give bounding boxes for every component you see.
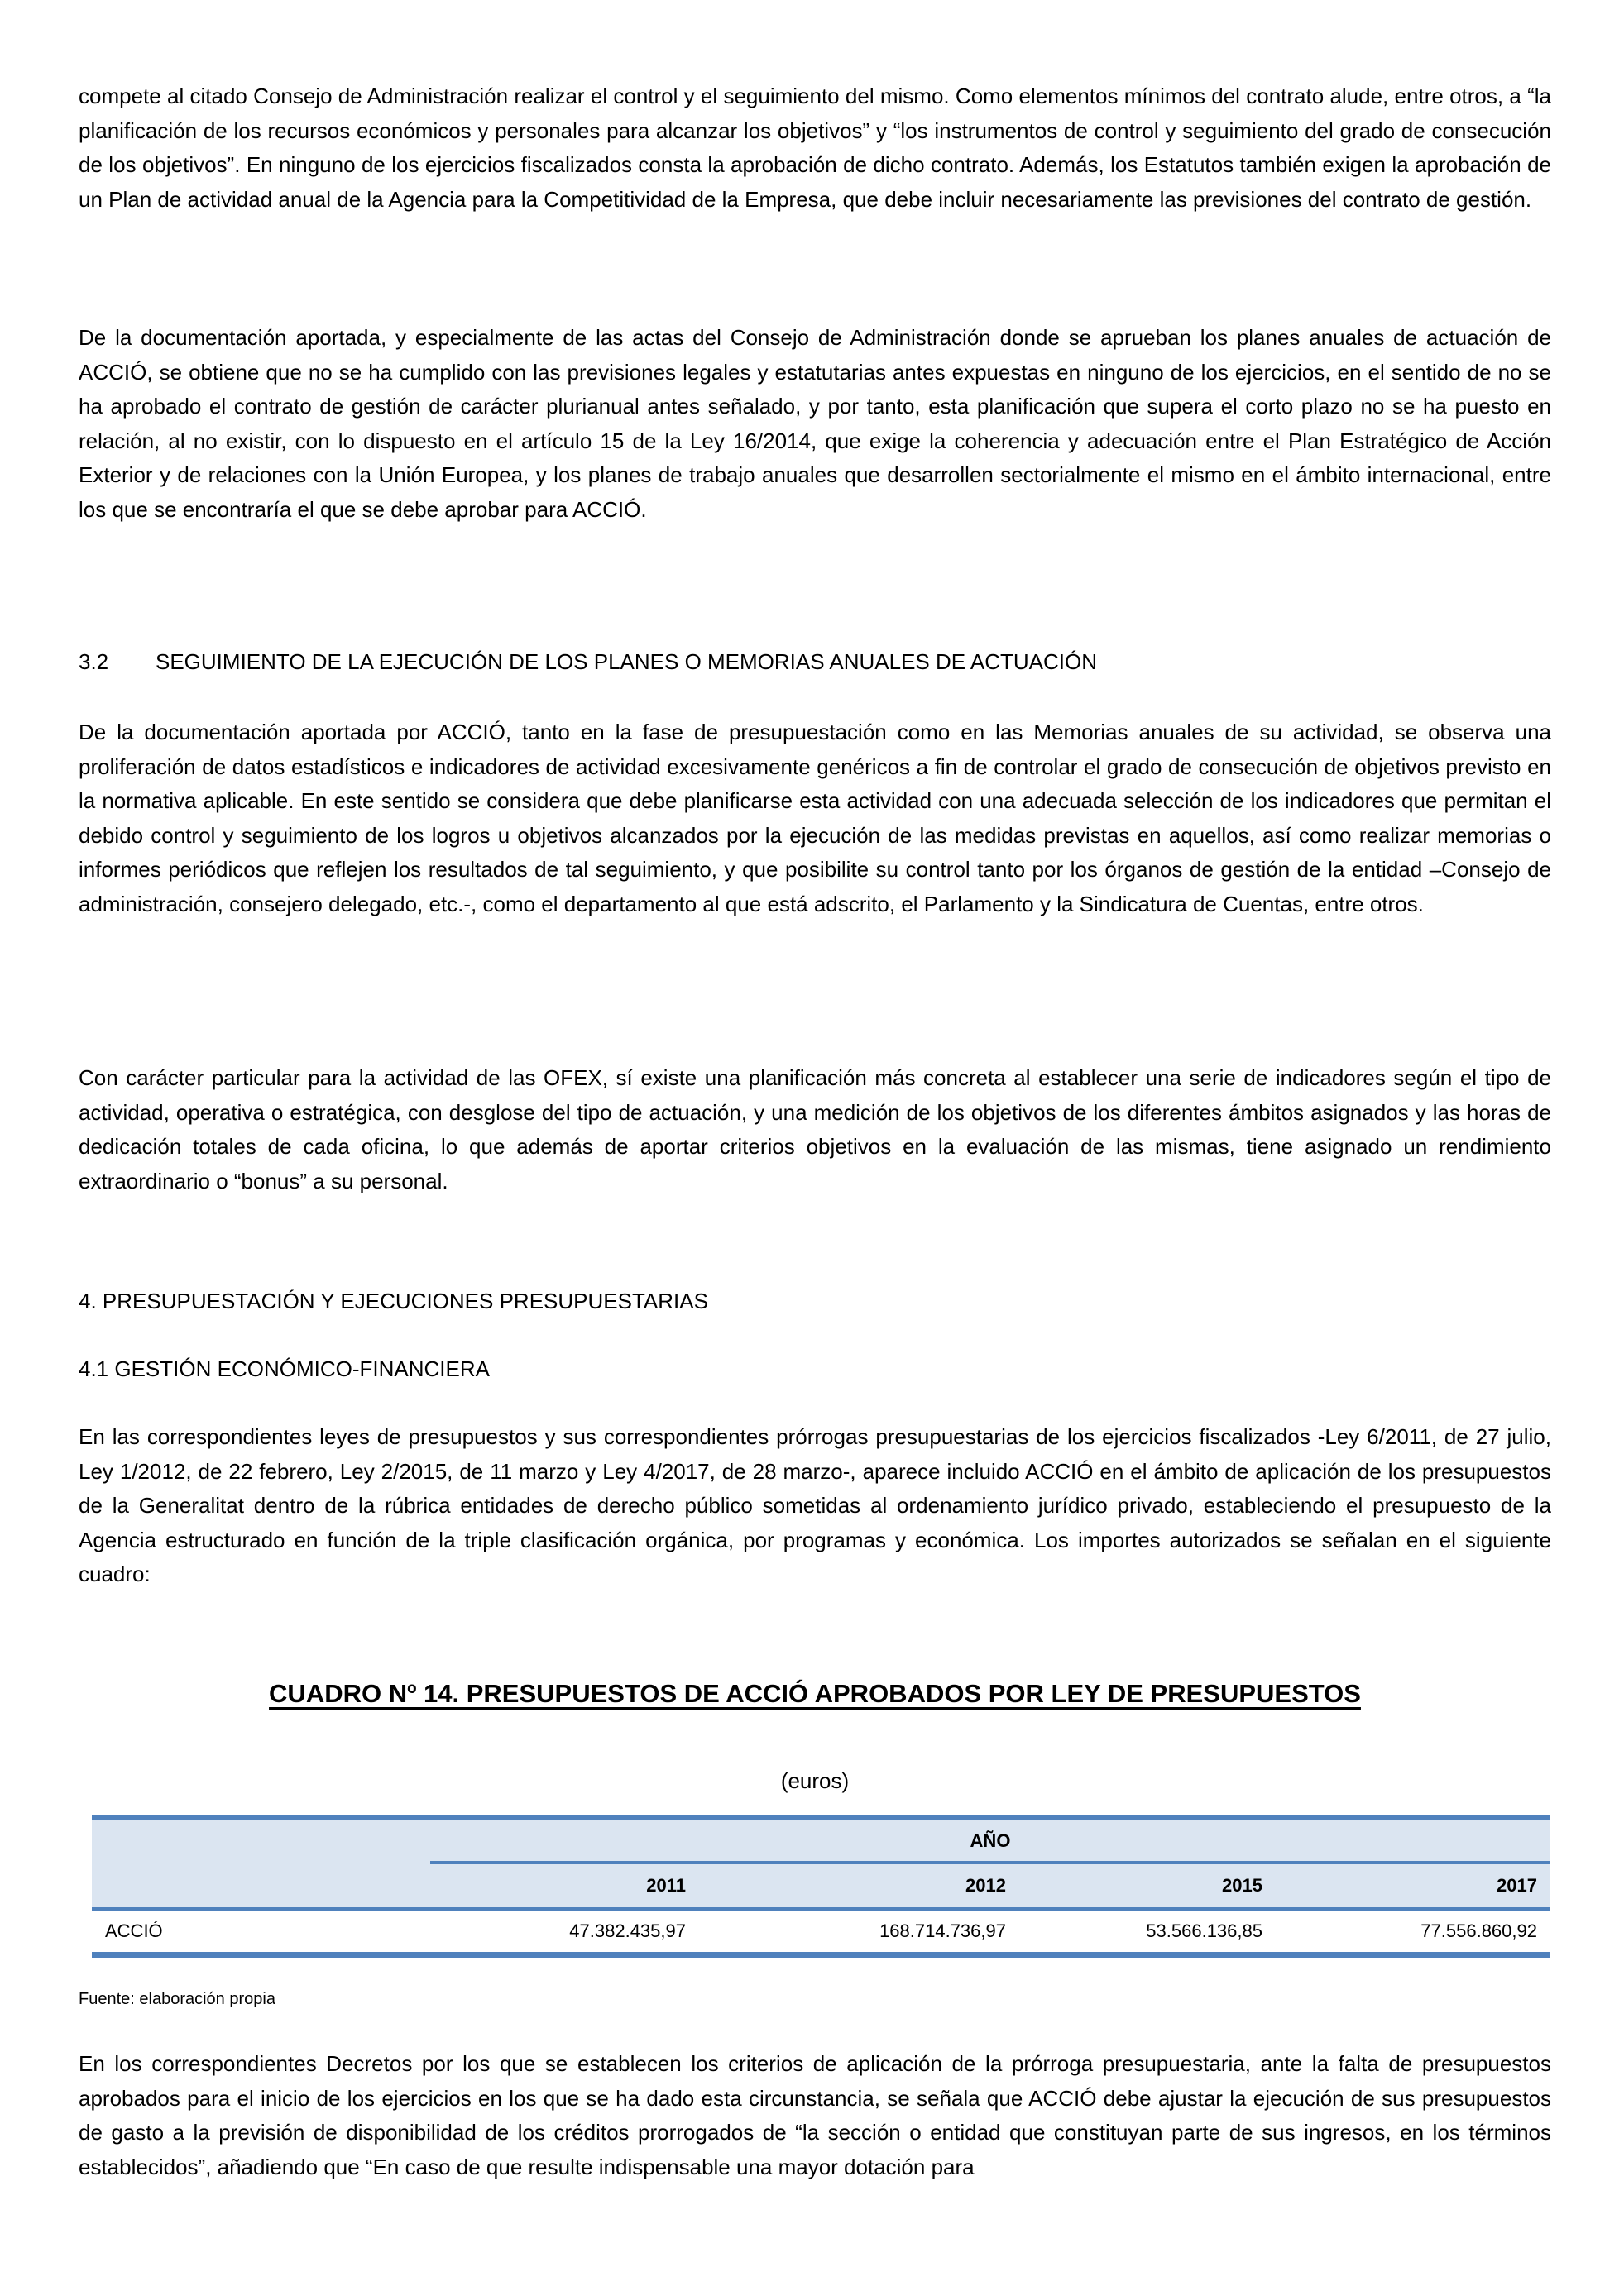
column-header-2012: 2012	[699, 1864, 1019, 1907]
empty-header-cell	[92, 1864, 430, 1907]
paragraph-ofex: Con carácter particular para la actividad de las OFEX, sí existe una planificación más concreta al establecer una serie de indicadores según el tipo de actividad, operativa o estratégica, con desglose del tipo de actuación, y una medición de los objetivos de los diferentes ámbitos asignados y las horas de dedicación totales de cada oficina, lo que además de aportar criterios objetivos en la evaluación de las mismas, tiene asignado un rendimiento extraordinario o “bonus” a su personal.	[79, 1065, 1551, 1193]
paragraph-contrato-gestion: compete al citado Consejo de Administración realizar el control y el seguimiento del mismo. Como elementos mínimos del contrato alude, entre otros, a “la planificación de los recursos económicos y personales para alcanzar los objetivos” y “los instrumentos de control y seguimiento del grado de consecución de los objetivos”. En ninguno de los ejercicios fiscalizados consta la aprobación de dicho contrato. Además, los Estatutos también exigen la aprobación de un Plan de actividad anual de la Agencia para la Competitividad de la Empresa, que debe incluir necesariamente las previsiones del contrato de gestión.	[79, 84, 1551, 212]
column-header-2017: 2017	[1276, 1864, 1550, 1907]
table-row	[92, 1911, 1550, 1952]
cell-2011: 47.382.435,97	[569, 1921, 686, 1941]
budget-table	[92, 1815, 1550, 1958]
table-column-header-row	[92, 1864, 1550, 1907]
year-group-header: AÑO	[430, 1820, 1550, 1861]
column-header-2015: 2015	[1019, 1864, 1276, 1907]
section-heading-4: 4. PRESUPUESTACIÓN Y EJECUCIONES PRESUPUESTARIAS	[79, 1289, 708, 1313]
table-source-note: Fuente: elaboración propia	[79, 1990, 275, 2008]
paragraph-leyes-presupuestos: En las correspondientes leyes de presupuestos y sus correspondientes prórrogas presupuestarias de los ejercicios fiscalizados -Ley 6/2011, de 27 julio, Ley 1/2012, de 22 febrero, Ley 2/2015, de 11 marzo y Ley 4/2017, de 28 marzo-, aparece incluido ACCIÓ en el ámbito de aplicación de los presupuestos de la Generalitat dentro de la rúbrica entidades de derecho público sometidas al ordenamiento jurídico privado, estableciendo el presupuesto de la Agencia estructurado en función de la triple clasificación orgánica, por programas y económica. Los importes autorizados se señalan en el siguiente cuadro:	[79, 1424, 1551, 1587]
table-group-header-row	[92, 1820, 1550, 1861]
row-label: ACCIÓ	[105, 1921, 163, 1941]
table-title: CUADRO Nº 14. PRESUPUESTOS DE ACCIÓ APROBADOS POR LEY DE PRESUPUESTOS	[269, 1679, 1361, 1708]
cell-2012: 168.714.736,97	[879, 1921, 1006, 1941]
column-header-2011: 2011	[430, 1864, 699, 1907]
cell-2015: 53.566.136,85	[1146, 1921, 1262, 1941]
paragraph-decretos-prorroga: En los correspondientes Decretos por los que se establecen los criterios de aplicación de la prórroga presupuestaria, ante la falta de presupuestos aprobados para el inicio de los ejercicios en los que se ha dado esta circunstancia, se señala que ACCIÓ debe ajustar la ejecución de sus presupuestos de gasto a la previsión de disponibilidad de los créditos prorrogados de “la sección o entidad que constituyan parte de sus ingresos, en los términos establecidos”, añadiendo que “En caso de que resulte indispensable una mayor dotación para	[79, 2051, 1551, 2179]
paragraph-indicadores: De la documentación aportada por ACCIÓ, tanto en la fase de presupuestación como en las Memorias anuales de su actividad, se observa una proliferación de datos estadísticos e indicadores de actividad excesivamente genéricos a fin de controlar el grado de consecución de objetivos previsto en la normativa aplicable. En este sentido se considera que debe planificarse esta actividad con una adecuada selección de los indicadores que permitan el debido control y seguimiento de los logros u objetivos alcanzados por la ejecución de las medidas previstas en aquellos, así como realizar memorias o informes periódicos que reflejen los resultados de tal seguimiento, y que posibilite su control tanto por los órganos de gestión de la entidad –Consejo de administración, consejero delegado, etc.-, como el departamento al que está adscrito, el Parlamento y la Sindicatura de Cuentas, entre otros.	[79, 720, 1551, 916]
section-heading-4-1: 4.1 GESTIÓN ECONÓMICO-FINANCIERA	[79, 1356, 490, 1381]
section-title: SEGUIMIENTO DE LA EJECUCIÓN DE LOS PLANES O MEMORIAS ANUALES DE ACTUACIÓN	[156, 649, 1098, 674]
cell-2017: 77.556.860,92	[1420, 1921, 1537, 1941]
section-heading-3-2	[79, 645, 1097, 680]
paragraph-documentacion-aportada: De la documentación aportada, y especialmente de las actas del Consejo de Administración donde se aprueban los planes anuales de actuación de ACCIÓ, se obtiene que no se ha cumplido con las previsiones legales y estatutarias antes expuestas en ninguno de los ejercicios, en el sentido de no se ha aprobado el contrato de gestión de carácter plurianual antes señalado, y por tanto, esta planificación que supera el corto plazo no se ha puesto en relación, al no existir, con lo dispuesto en el artículo 15 de la Ley 16/2014, que exige la coherencia y adecuación entre el Plan Estratégico de Acción Exterior y de relaciones con la Unión Europea, y los planes de trabajo anuales que desarrollen sectorialmente el mismo en el ámbito internacional, entre los que se encontraría el que se debe aprobar para ACCIÓ.	[79, 325, 1551, 522]
section-number: 3.2	[79, 649, 109, 674]
empty-header-cell	[92, 1820, 430, 1861]
table-units: (euros)	[780, 1768, 850, 1793]
